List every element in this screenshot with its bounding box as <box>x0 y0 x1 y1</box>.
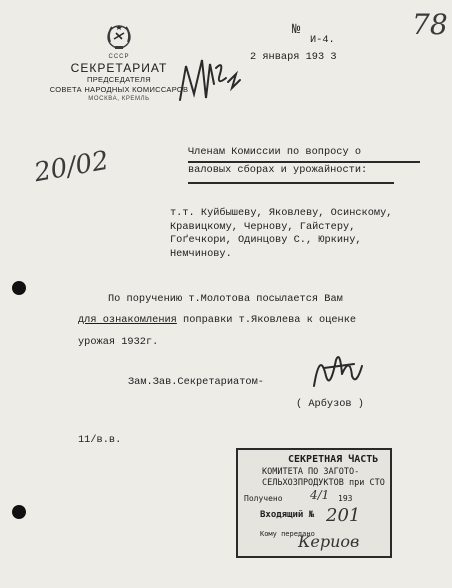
stamp-received-label: Получено <box>244 494 283 503</box>
punch-hole-lower <box>12 505 26 519</box>
stamp-incoming-number: 201 <box>326 505 361 526</box>
recipient-line: т.т. Куйбышеву, Яковлеву, Осинскому, <box>170 207 393 219</box>
signature-position: Зам.Зав.Секретариатом- <box>128 376 264 388</box>
handwritten-resolution <box>176 54 246 116</box>
recipient-line: Немчинову. <box>170 247 232 260</box>
signer-name: ( Арбузов ) <box>296 398 364 410</box>
stamp-year: 193 <box>338 494 353 503</box>
letterhead-line-1: ПРЕДСЕДАТЕЛЯ <box>87 75 151 84</box>
body-line-2-rest: поправки т.Яковлева к оценке <box>176 314 357 326</box>
stamp-executor-name: Кериов <box>298 532 360 551</box>
coat-of-arms-icon <box>104 22 134 52</box>
recipient-line: Кравицкому, Чернову, Гайстеру, <box>170 220 356 233</box>
letterhead-country: СССР <box>108 54 130 60</box>
body-underlined-phrase: для ознакомления <box>78 314 177 326</box>
handwritten-left-number: 20/02 <box>31 145 111 189</box>
document-number-label: № <box>292 22 301 38</box>
document-date: 2 января 193 3 <box>250 51 337 63</box>
stamp-line-2: КОМИТЕТА ПО ЗАГОТО- <box>262 467 360 477</box>
recipients <box>170 207 392 261</box>
stamp-received-date: 4/1 <box>310 488 330 502</box>
addressee-underline-2 <box>188 182 394 184</box>
stamp-incoming-label: Входящий № <box>260 510 315 520</box>
addressee-underline-1 <box>188 161 420 163</box>
registration-stamp <box>236 448 392 558</box>
typist-initials: 11/в.в. <box>78 434 122 446</box>
letterhead-city: МОСКВА, КРЕМЛЬ <box>88 96 150 102</box>
recipient-line: Гоґечкори, Одинцову С., Юркину, <box>170 234 362 246</box>
addressee-line-1: Членам Комиссии по вопросу о <box>188 146 362 158</box>
stamp-title: СЕКРЕТНАЯ ЧАСТЬ <box>288 454 379 465</box>
letterhead-title: СЕКРЕТАРИАТ <box>70 61 168 75</box>
document-number: И-4. <box>310 34 335 46</box>
stamp-executor-label: Кому передано <box>260 530 315 538</box>
body-line-1: По поручению т.Молотова посылается Вам <box>108 293 343 305</box>
letterhead-line-2: СОВЕТА НАРОДНЫХ КОМИССАРОВ <box>49 85 189 94</box>
body-line-3: урожая 1932г. <box>78 336 159 348</box>
stamp-line-3: СЕЛЬХОЗПРОДУКТОВ при СТО <box>262 478 385 488</box>
handwritten-signature <box>306 346 370 392</box>
body-line-2 <box>78 314 356 328</box>
punch-hole-upper <box>12 281 26 295</box>
archive-page-number: 78 <box>412 8 448 41</box>
addressee-line-2: валовых сборах и урожайности: <box>188 163 368 176</box>
